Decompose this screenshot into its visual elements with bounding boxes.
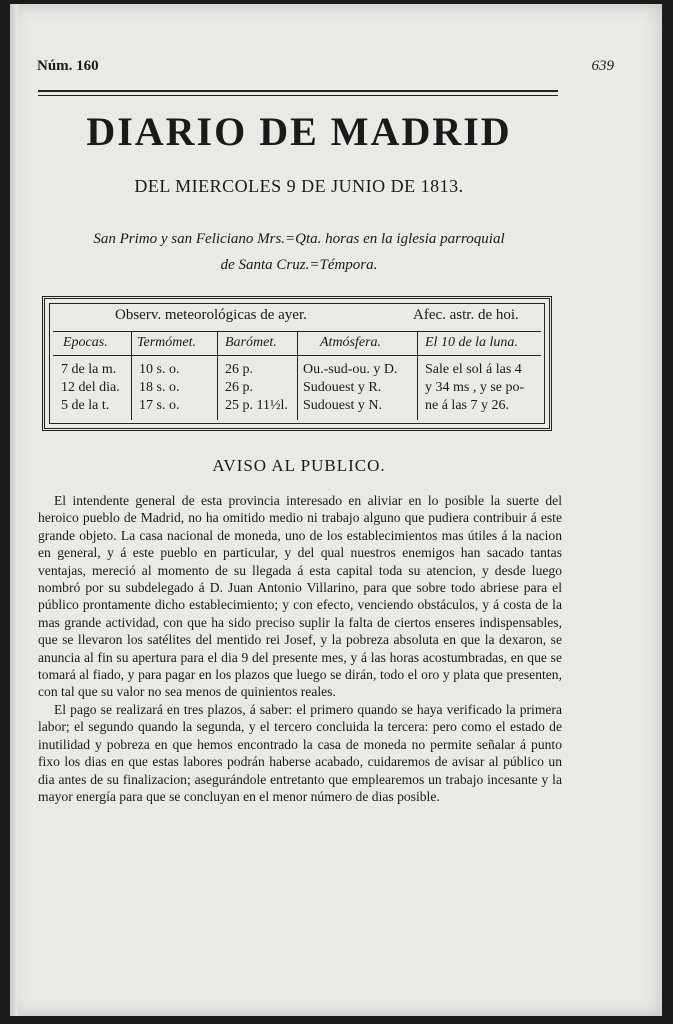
table-cell: 7 de la m. [61,362,117,377]
table-cell: Sudouest y R. [303,380,382,395]
table-cell: Sale el sol á las 4 [425,362,522,377]
newspaper-title: DIARIO DE MADRID [86,109,512,154]
table-cell: 18 s. o. [139,380,180,395]
table-cell: 26 p. [225,380,253,395]
issue-number: Núm. 160 [37,58,99,74]
article-title: AVISO AL PUBLICO. [212,456,386,475]
table-cell: 12 del dia. [61,380,120,395]
table-cell: y 34 ms , y se po- [425,380,525,395]
table-cell: 5 de la t. [61,398,110,413]
column-header-termometro: Termómet. [137,335,196,350]
meteo-column-divider [297,331,298,420]
article-paragraph-1: El intendente general de esta provincia interesado en aliviar en lo posible la suerte del heroico pueblo de Madrid, no ha omitido medio ni trabajo alguno que pudiera contribuir á este grande objeto. La casa nacional de moneda, uno de los establecimientos mas útiles á la nacion en general, y á este pueblo en particular, y del qual nuestros enemigos han sacado tantas ventajas, mereció al momento de su llegada á esta capital toda su atencion, y desde luego nombró por su subdelegado á D. Juan Antonio Villarino, para que sobre todo abriese para el público prontamente dicho establecimiento; y con efecto, venciendo obstáculos, y á costa de la mas grande actividad, con que ha sido preciso suplir la falta de ciertos enseres indispensables, que se llevaron los satélites del mentido rei Josef, y la pobreza absoluta en que la dexaron, se anuncia al fin su apertura para el dia 9 del presente mes, y á las horas acostumbradas, en que se tomará al fiado, y para pagar en los plazos que luego se dirán, todo el oro y plata que presenten, con tal que su valor no sea menos de quinientos reales. [38,493,562,700]
meteorological-table [42,296,552,431]
table-cell: 26 p. [225,362,253,377]
article-paragraph-2: El pago se realizará en tres plazos, á saber: el primero quando se haya verificado la primera labor; el segundo quando la segunda, y el tercero concluida la tercera: pero como el estado de inutilidad y pobreza en que hemos encontrado la casa de moneda no permite señalar á punto fixo los dias en que estas labores podrán haberse acabado, cuidaremos de avisar al público un dia antes de su finalizacion; asegurándole entretanto que emplearemos un trabajo incesante y la mayor energía para que se concluyan en el menor número de dias posible. [38,701,562,804]
issue-date: DEL MIERCOLES 9 DE JUNIO DE 1813. [134,176,464,196]
header-rule [38,90,558,96]
table-cell: 25 p. 11½l. [225,398,288,413]
page-number: 639 [591,58,614,74]
column-header-atmosfera: Atmósfera. [320,335,382,350]
column-header-luna: El 10 de la luna. [425,335,518,350]
column-header-epocas: Epocas. [63,335,108,350]
saints-line-1: San Primo y san Feliciano Mrs.=Qta. horas en la iglesia parroquial [93,231,505,247]
meteo-column-divider [417,331,418,420]
table-cell: 17 s. o. [139,398,180,413]
article-body [38,492,562,805]
meteo-heading-astronomy: Afec. astr. de hoi. [413,307,519,323]
meteo-column-divider [131,331,132,420]
meteo-column-divider [217,331,218,420]
meteo-heading-observations: Observ. meteorológicas de ayer. [115,307,307,323]
page-spine-shadow [10,4,18,1016]
saints-of-day [34,226,564,278]
table-cell: Ou.-sud-ou. y D. [303,362,398,377]
table-cell: 10 s. o. [139,362,180,377]
table-cell: ne á las 7 y 26. [425,398,509,413]
column-header-barometro: Barómet. [225,335,277,350]
newspaper-page [10,4,662,1016]
saints-line-2: de Santa Cruz.=Témpora. [220,257,378,273]
table-cell: Sudouest y N. [303,398,382,413]
